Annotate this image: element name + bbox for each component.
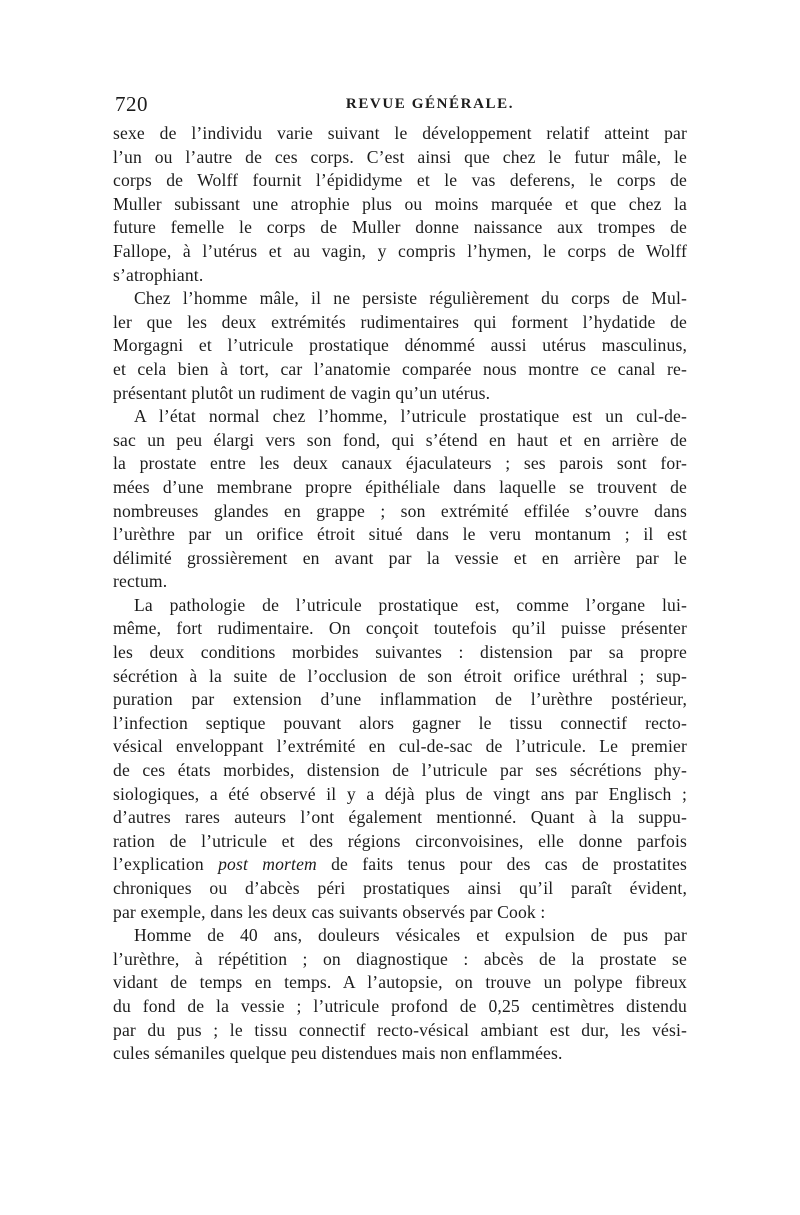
text-line: les deux conditions morbides suivantes : distension par sa propre bbox=[113, 642, 687, 663]
text-line: même, fort rudimentaire. On conçoit toutefois qu’il puisse présenter bbox=[113, 618, 687, 639]
text-line: l’infection septique pouvant alors gagner le tissu connectif recto- bbox=[113, 712, 687, 733]
text-line: de ces états morbides, distension de l’utricule par ses sécrétions phy- bbox=[113, 760, 687, 781]
text-line: l’explication post mortem de faits tenus pour des cas de prostatites bbox=[113, 854, 687, 875]
text-line: par du pus ; le tissu connectif recto-vésical ambiant est dur, les vési- bbox=[113, 1019, 687, 1040]
paragraph bbox=[113, 594, 687, 924]
text-line: d’autres rares auteurs l’ont également mentionné. Quant à la suppu- bbox=[113, 807, 687, 828]
book-page bbox=[113, 92, 687, 1066]
text-line: l’urèthre par un orifice étroit situé dans le veru montanum ; il est bbox=[113, 524, 687, 545]
text-line: s’atrophiant. bbox=[113, 264, 204, 285]
text-line: présentant plutôt un rudiment de vagin qu’un utérus. bbox=[113, 382, 491, 403]
body-text bbox=[113, 122, 687, 1066]
text-line: Morgagni et l’utricule prostatique dénommé aussi utérus masculinus, bbox=[113, 335, 687, 356]
text-line: l’urèthre, à répétition ; on diagnostique : abcès de la prostate se bbox=[113, 948, 687, 969]
text-line: Chez l’homme mâle, il ne persiste régulièrement du corps de Mul- bbox=[134, 288, 687, 309]
text-line: La pathologie de l’utricule prostatique est, comme l’organe lui- bbox=[134, 594, 687, 615]
text-line: ration de l’utricule et des régions circonvoisines, elle donne parfois bbox=[113, 830, 687, 851]
text-line: l’un ou l’autre de ces corps. C’est ainsi que chez le futur mâle, le bbox=[113, 146, 687, 167]
paragraph bbox=[113, 405, 687, 594]
text-line: du fond de la vessie ; l’utricule profond de 0,25 centimètres distendu bbox=[113, 995, 687, 1016]
text-line: et cela bien à tort, car l’anatomie comparée nous montre ce canal re- bbox=[113, 358, 687, 379]
paragraph bbox=[113, 122, 687, 287]
text-line: corps de Wolff fournit l’épididyme et le vas deferens, le corps de bbox=[113, 170, 687, 191]
text-line: vidant de temps en temps. A l’autopsie, on trouve un polype fibreux bbox=[113, 972, 687, 993]
text-line: ler que les deux extrémités rudimentaires qui forment l’hydatide de bbox=[113, 311, 687, 332]
text-line: sexe de l’individu varie suivant le développement relatif atteint par bbox=[113, 123, 687, 143]
text-line: siologiques, a été observé il y a déjà plus de vingt ans par Englisch ; bbox=[113, 783, 687, 804]
paragraph bbox=[113, 287, 687, 405]
text-line: sécrétion à la suite de l’occlusion de son étroit orifice uréthral ; sup- bbox=[113, 665, 687, 686]
text-line: A l’état normal chez l’homme, l’utricule prostatique est un cul-de- bbox=[134, 406, 687, 427]
text-line: par exemple, dans les deux cas suivants observés par Cook : bbox=[113, 901, 546, 922]
text-line: rectum. bbox=[113, 571, 168, 592]
text-line: future femelle le corps de Muller donne naissance aux trompes de bbox=[113, 217, 687, 238]
text-line: Fallope, à l’utérus et au vagin, y compris l’hymen, le corps de Wolff bbox=[113, 240, 687, 261]
page-number: 720 bbox=[115, 92, 148, 116]
running-head bbox=[113, 92, 687, 120]
text-line: chroniques ou d’abcès péri prostatiques ainsi qu’il paraît évident, bbox=[113, 878, 687, 898]
text-line: Muller subissant une atrophie plus ou moins marquée et que chez la bbox=[113, 193, 687, 214]
text-line: cules sémaniles quelque peu distendues mais non enflammées. bbox=[113, 1043, 563, 1064]
paragraph bbox=[113, 924, 687, 1066]
italic-phrase: post mortem bbox=[218, 854, 317, 875]
running-title: REVUE GÉNÉRALE. bbox=[345, 96, 515, 112]
text-line: sac un peu élargi vers son fond, qui s’étend en haut et en arrière de bbox=[113, 429, 687, 450]
text-line: puration par extension d’une inflammation de l’urèthre postérieur, bbox=[113, 689, 687, 710]
text-line: nombreuses glandes en grappe ; son extrémité effilée s’ouvre dans bbox=[113, 500, 687, 521]
text-line: Homme de 40 ans, douleurs vésicales et expulsion de pus par bbox=[134, 925, 687, 946]
text-line: vésical enveloppant l’extrémité en cul-de-sac de l’utricule. Le premier bbox=[113, 736, 687, 757]
text-line: délimité grossièrement en avant par la vessie et en arrière par le bbox=[113, 547, 687, 568]
text-line: mées d’une membrane propre épithéliale dans laquelle se trouvent de bbox=[113, 476, 687, 497]
text-line: la prostate entre les deux canaux éjaculateurs ; ses parois sont for- bbox=[113, 453, 687, 474]
